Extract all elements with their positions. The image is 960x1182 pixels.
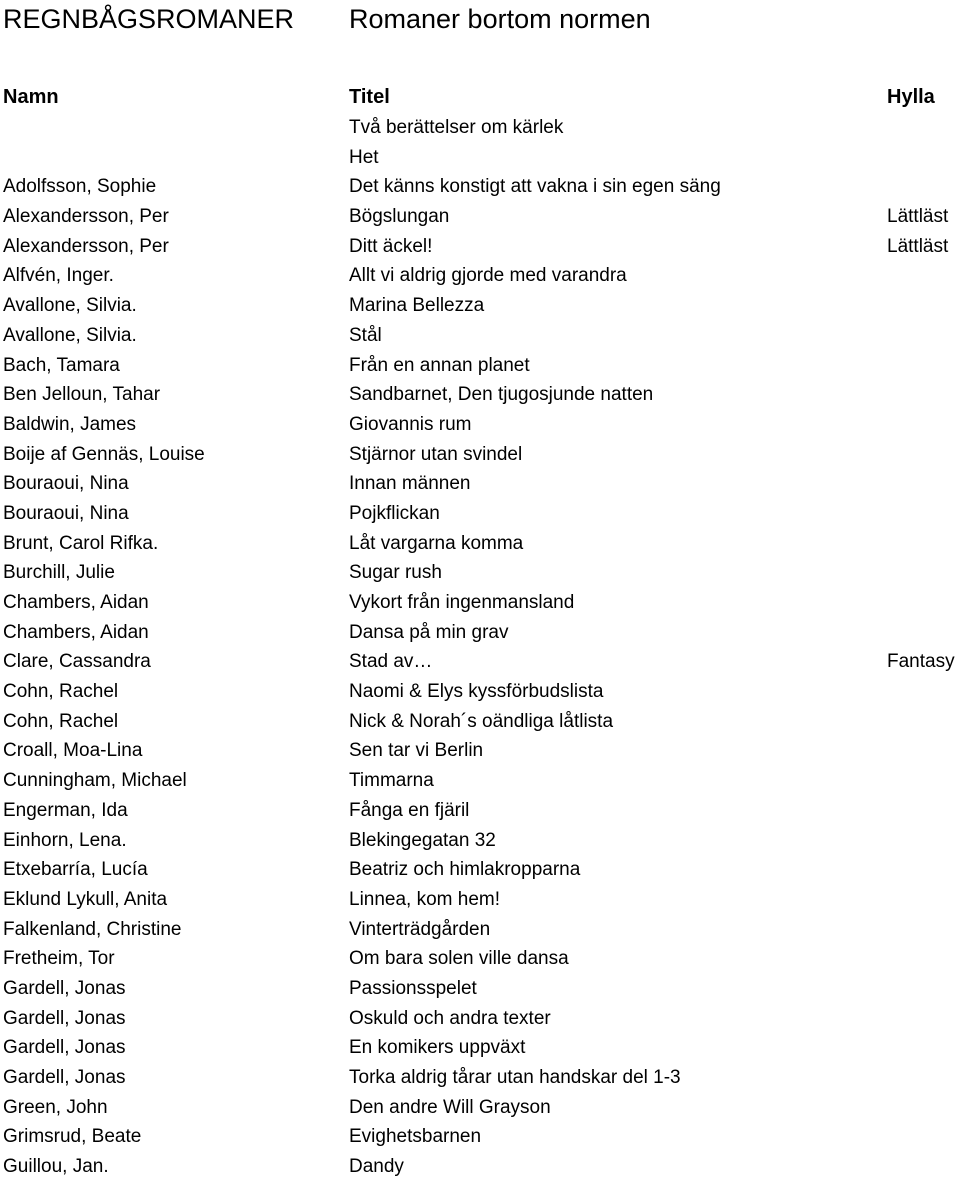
- cell-name: Brunt, Carol Rifka.: [3, 532, 159, 554]
- cell-title: Stål: [349, 324, 382, 346]
- cell-name: Gardell, Jonas: [3, 977, 126, 999]
- cell-title: Innan männen: [349, 473, 471, 495]
- table-row: [0, 974, 960, 1004]
- cell-title: Bögslungan: [349, 206, 450, 228]
- table-row: [0, 1063, 960, 1093]
- cell-name: Bouraoui, Nina: [3, 502, 129, 524]
- table-row: [0, 261, 960, 291]
- cell-name: Engerman, Ida: [3, 799, 128, 821]
- table-row: [0, 232, 960, 262]
- cell-name: Gardell, Jonas: [3, 1037, 126, 1059]
- table-row: [0, 1152, 960, 1182]
- cell-title: Giovannis rum: [349, 413, 472, 435]
- cell-name: Falkenland, Christine: [3, 918, 182, 940]
- table-row: [0, 499, 960, 529]
- column-header-title: Titel: [349, 86, 390, 108]
- cell-name: Baldwin, James: [3, 413, 137, 435]
- cell-title: Evighetsbarnen: [349, 1126, 482, 1148]
- cell-name: Einhorn, Lena.: [3, 829, 127, 851]
- cell-title: Fånga en fjäril: [349, 799, 470, 821]
- cell-name: Alexandersson, Per: [3, 206, 169, 228]
- table-row: [0, 410, 960, 440]
- cell-title: Oskuld och andra texter: [349, 1007, 551, 1029]
- book-table: [0, 113, 960, 1182]
- cell-title: Het: [349, 146, 379, 168]
- cell-title: Timmarna: [349, 770, 434, 792]
- cell-name: Avallone, Silvia.: [3, 295, 137, 317]
- table-row: [0, 172, 960, 202]
- cell-title: Allt vi aldrig gjorde med varandra: [349, 265, 627, 287]
- table-row: [0, 291, 960, 321]
- cell-name: Adolfsson, Sophie: [3, 176, 157, 198]
- cell-name: Gardell, Jonas: [3, 1067, 126, 1088]
- cell-name: Alfvén, Inger.: [3, 265, 114, 287]
- cell-title: Naomi & Elys kyssförbudslista: [349, 681, 604, 703]
- table-row: [0, 647, 960, 677]
- cell-title: Ditt äckel!: [349, 235, 433, 257]
- cell-title: Låt vargarna komma: [349, 532, 524, 554]
- table-row: [0, 202, 960, 232]
- cell-name: Burchill, Julie: [3, 562, 115, 584]
- cell-name: Cohn, Rachel: [3, 681, 119, 703]
- cell-title: Två berättelser om kärlek: [349, 117, 564, 138]
- table-row: [0, 113, 960, 143]
- cell-title: Från en annan planet: [349, 354, 530, 376]
- table-row: [0, 707, 960, 737]
- table-row: [0, 469, 960, 499]
- cell-name: Cohn, Rachel: [3, 710, 119, 732]
- cell-title: Den andre Will Grayson: [349, 1096, 551, 1118]
- table-row: [0, 736, 960, 766]
- table-row: [0, 944, 960, 974]
- cell-name: Green, John: [3, 1096, 108, 1118]
- table-row: [0, 766, 960, 796]
- table-header: [0, 82, 960, 112]
- table-row: [0, 915, 960, 945]
- cell-title: Stjärnor utan svindel: [349, 443, 523, 465]
- cell-title: Stad av…: [349, 651, 433, 673]
- cell-name: Etxebarría, Lucía: [3, 859, 148, 881]
- table-row: [0, 855, 960, 885]
- table-row: [0, 143, 960, 173]
- table-row: [0, 351, 960, 381]
- table-row: [0, 885, 960, 915]
- cell-title: Det känns konstigt att vakna i sin egen säng: [349, 176, 721, 198]
- table-row: [0, 529, 960, 559]
- cell-name: Bach, Tamara: [3, 354, 120, 376]
- cell-title: Beatriz och himlakropparna: [349, 859, 581, 881]
- cell-title: Dansa på min grav: [349, 621, 509, 643]
- cell-name: Avallone, Silvia.: [3, 324, 137, 346]
- table-row: [0, 677, 960, 707]
- cell-title: Linnea, kom hem!: [349, 888, 501, 910]
- cell-title: Sen tar vi Berlin: [349, 740, 484, 762]
- cell-title: Sandbarnet, Den tjugosjunde natten: [349, 384, 654, 406]
- cell-shelf: Fantasy: [887, 651, 955, 673]
- cell-shelf: Lättläst: [887, 235, 949, 257]
- column-header-name: Namn: [3, 86, 59, 108]
- cell-title: En komikers uppväxt: [349, 1037, 526, 1059]
- table-row: [0, 826, 960, 856]
- table-row: [0, 380, 960, 410]
- cell-name: Grimsrud, Beate: [3, 1126, 142, 1148]
- cell-name: Croall, Moa-Lina: [3, 740, 143, 762]
- table-row: [0, 796, 960, 826]
- cell-shelf: Lättläst: [887, 206, 949, 228]
- cell-name: Guillou, Jan.: [3, 1156, 109, 1178]
- cell-title: Dandy: [349, 1156, 404, 1178]
- table-row: [0, 588, 960, 618]
- cell-title: Vinterträdgården: [349, 918, 491, 940]
- table-row: [0, 321, 960, 351]
- table-row: [0, 618, 960, 648]
- cell-title: Nick & Norah´s oändliga låtlista: [349, 710, 614, 732]
- column-header-shelf: Hylla: [887, 86, 935, 108]
- table-row: [0, 1122, 960, 1152]
- cell-title: Sugar rush: [349, 562, 442, 584]
- cell-title: Torka aldrig tårar utan handskar del 1-3: [349, 1067, 681, 1088]
- table-row: [0, 1004, 960, 1034]
- cell-title: Pojkflickan: [349, 502, 440, 524]
- document-title: REGNBÅGSROMANER: [3, 4, 295, 34]
- cell-name: Chambers, Aidan: [3, 592, 149, 613]
- cell-name: Bouraoui, Nina: [3, 473, 129, 495]
- cell-name: Eklund Lykull, Anita: [3, 888, 168, 910]
- cell-title: Marina Bellezza: [349, 295, 485, 317]
- cell-name: Boije af Gennäs, Louise: [3, 443, 205, 465]
- cell-title: Om bara solen ville dansa: [349, 948, 569, 970]
- cell-name: Chambers, Aidan: [3, 621, 149, 643]
- cell-name: Ben Jelloun, Tahar: [3, 384, 161, 406]
- cell-title: Vykort från ingenmansland: [349, 592, 575, 613]
- cell-title: Passionsspelet: [349, 977, 477, 999]
- cell-name: Gardell, Jonas: [3, 1007, 126, 1029]
- cell-title: Blekingegatan 32: [349, 829, 496, 851]
- cell-name: Fretheim, Tor: [3, 948, 115, 970]
- table-row: [0, 1093, 960, 1123]
- page-header: [0, 0, 960, 40]
- table-row: [0, 558, 960, 588]
- cell-name: Alexandersson, Per: [3, 235, 169, 257]
- document-subtitle: Romaner bortom normen: [349, 4, 651, 34]
- table-row: [0, 1033, 960, 1063]
- cell-name: Cunningham, Michael: [3, 770, 187, 792]
- table-row: [0, 440, 960, 470]
- cell-name: Clare, Cassandra: [3, 651, 151, 673]
